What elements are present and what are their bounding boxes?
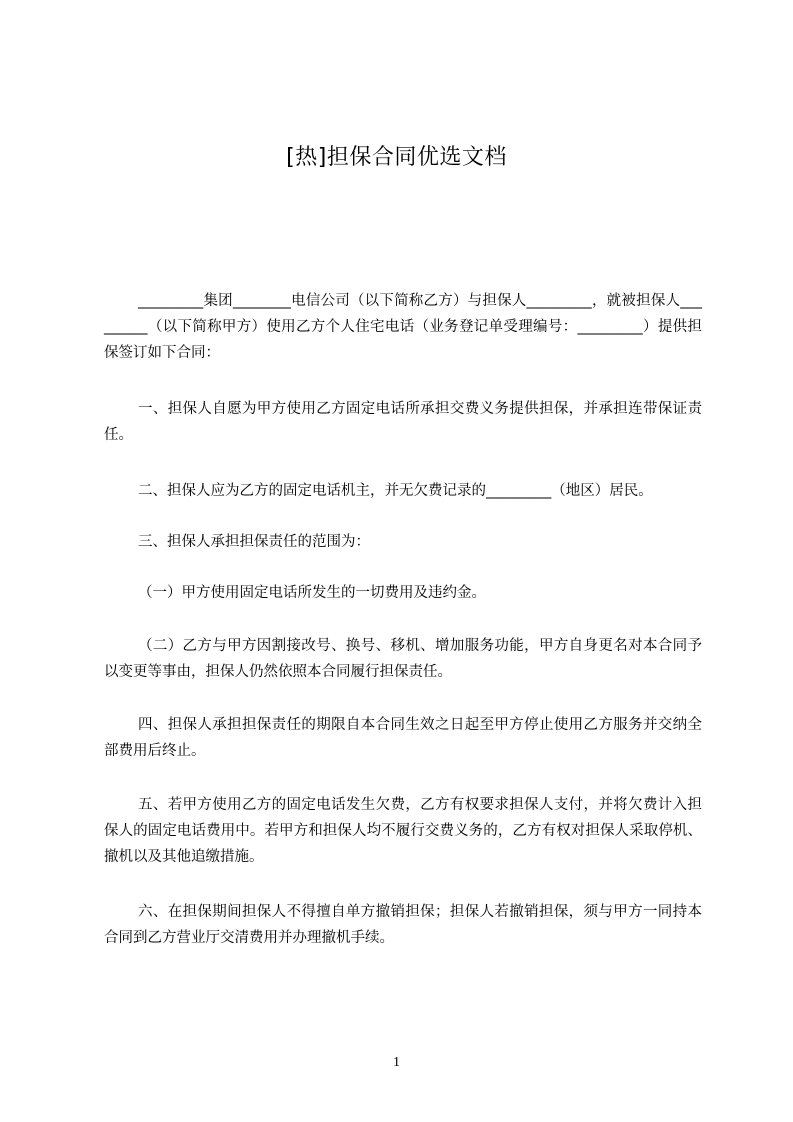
document-title: [热]担保合同优选文档 xyxy=(286,145,507,170)
clause-3-paragraph: 三、担保人承担担保责任的范围为： xyxy=(138,534,370,550)
clause-2-paragraph: 二、担保人应为乙方的固定电话机主，并无欠费记录的_________（地区）居民。 xyxy=(138,483,653,499)
clause-5-paragraph: 五、若甲方使用乙方的固定电话发生欠费，乙方有权要求担保人支付，并将欠费计入担保人的固定电话费用中。若甲方和担保人均不履行交费义务的，乙方有权对担保人采取停机、撤机以及其他追缴措施。 xyxy=(104,797,702,865)
intro-paragraph: _________集团________电信公司（以下简称乙方）与担保人_________，就被担保人_________（以下简称甲方）使用乙方个人住宅电话（业务登记单受理编号：_________）提供担保签订如下合同： xyxy=(104,293,702,361)
clause-3-item-1-paragraph: （一）甲方使用固定电话所发生的一切费用及违约金。 xyxy=(138,585,486,601)
clause-4-paragraph: 四、担保人承担担保责任的期限自本合同生效之日起至甲方停止使用乙方服务并交纳全部费用后终止。 xyxy=(104,717,702,759)
page-number: 1 xyxy=(393,1055,400,1070)
clause-6-paragraph: 六、在担保期间担保人不得擅自单方撤销担保；担保人若撤销担保，须与甲方一同持本合同到乙方营业厅交清费用并办理撤机手续。 xyxy=(104,904,702,946)
clause-1-paragraph: 一、担保人自愿为甲方使用乙方固定电话所承担交费义务提供担保，并承担连带保证责任。 xyxy=(104,401,702,443)
clause-3-item-2-paragraph: （二）乙方与甲方因割接改号、换号、移机、增加服务功能，甲方自身更名对本合同予以变更等事由，担保人仍然依照本合同履行担保责任。 xyxy=(104,638,702,680)
